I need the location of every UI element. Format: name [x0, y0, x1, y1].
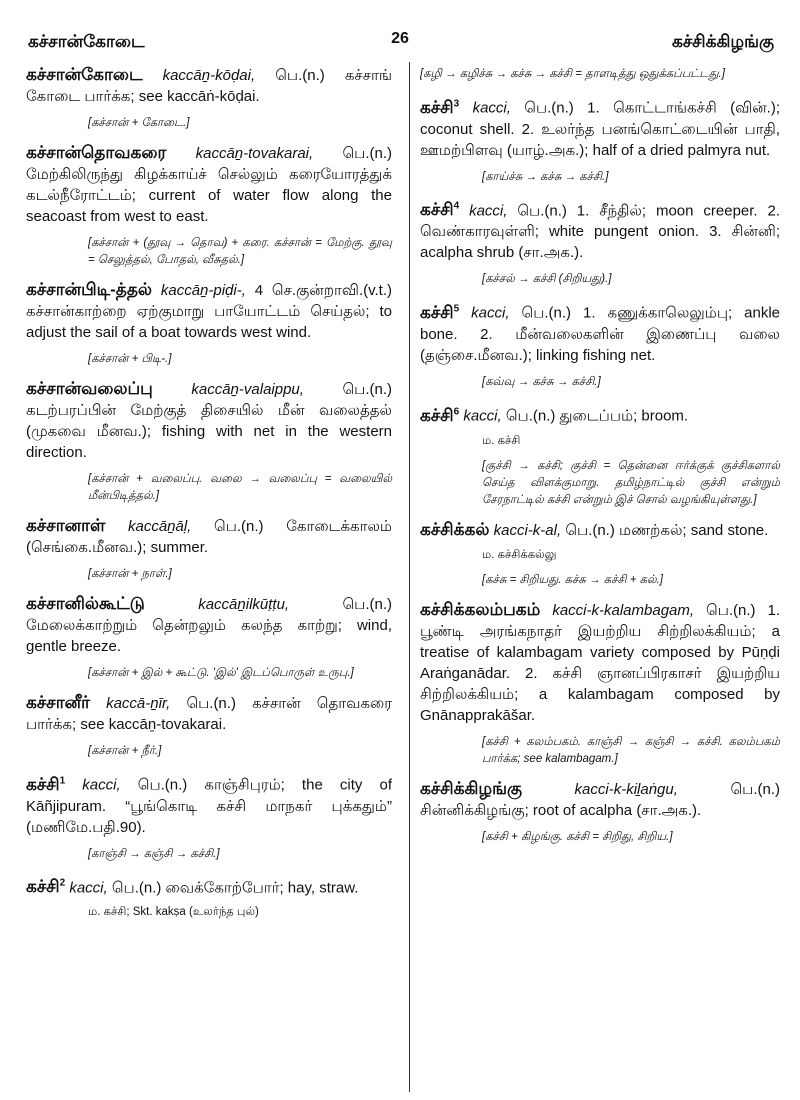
etymology-note: [கழி → கழிச்சு → கச்சு → கச்சி = தாளடித்து ஒதுக்கப்பட்டது.] [420, 68, 725, 80]
dictionary-entry [26, 593, 392, 657]
etymology-note: [கச்சான் + பிடி-.] [88, 353, 172, 365]
cognates: ம. கச்சி [482, 434, 521, 447]
definition: பெ.(n.) மேலைக்காற்றும் தென்றலும் கலந்த காற்று; wind, gentle breeze. [26, 596, 393, 655]
etymology-note: [கச்சல் → கச்சி (சிறியது).] [482, 273, 612, 286]
etymology-note: [குச்சி → கச்சி; குச்சி = தென்னை ஈர்க்குக் குச்சிகளால் செய்த விளக்குமாறு. தமிழ்நாட்டில் குச்சி என்றும் சேரநாட்டில் கச்சி என்றும் இச் சொல் வழங்கியுள்ளது.] [482, 459, 780, 506]
headword: கச்சான்தொவகரை [26, 143, 167, 162]
etymology-note: [கச்சான் + (தூவு → தொவ) + கரை. கச்சான் = மேற்கு. தூவு = செலுத்தல், போதல், வீசுதல்.] [88, 237, 392, 266]
right-column [420, 64, 780, 856]
dictionary-entry [420, 196, 780, 264]
transliteration: kacci, [472, 99, 511, 117]
homonym-number: 3 [453, 98, 460, 109]
definition: பெ.(n.) மணற்கல்; sand stone. [565, 521, 769, 539]
etymology-note: [கச்சான் + இல் + கூட்டு. 'இல்' இடப்பொருள் உருபு.] [88, 667, 354, 679]
definition: பெ.(n.) 1. பூண்டி அரங்கநாதர் இயற்றிய சிற்றிலக்கியம்; a treatise of kalambagam variety composed by Pūṇḍi Araṅganādar. 2. கச்சி ஞானப்பிரகாசர் இயற்றிய சிற்றிலக்கியம்; a kalambagam composed by Gnānapprakāšar. [420, 601, 780, 724]
left-column [26, 64, 392, 929]
transliteration: kaccāṉilkūṭṭu, [198, 596, 290, 613]
dictionary-entry [420, 93, 780, 161]
definition: பெ.(n.) மேற்கிலிருந்து கிழக்காய்ச் செல்லும் கரையோரத்துக் கடல்நீரோட்டம்; current of water flow along the seacoast from west to east. [26, 145, 393, 225]
homonym-number: 2 [59, 877, 66, 889]
definition: பெ.(n.) கோடைக்காலம் (செங்கை.மீனவ.); summer. [26, 518, 392, 556]
etymology-note: [கச்சு = சிறியது. கச்சு → கச்சி + கல்.] [482, 573, 663, 586]
headword: கச்சான்பிடி-த்தல் [26, 280, 153, 299]
transliteration: kaccāṉ-kōḍai, [162, 67, 256, 84]
dictionary-entry [420, 519, 780, 541]
definition: பெ.(n.) கச்சான் தொவகரை பார்க்க; see kaccāṉ-tovakarai. [26, 695, 392, 733]
transliteration: kacci, [69, 879, 108, 897]
transliteration: kaccāṉ-valaippu, [191, 381, 304, 398]
headword: கச்சான்கோடை [26, 65, 143, 84]
dictionary-entry [26, 378, 392, 463]
dictionary-entry [26, 770, 392, 838]
dictionary-entry [420, 778, 780, 821]
definition: பெ.(n.) சின்னிக்கிழங்கு; root of acalpha (சா.அக.). [420, 780, 780, 819]
etymology-note: [கச்சான் + நீர்.] [88, 745, 162, 757]
etymology-note: [கச்சான் + நாள்.] [88, 568, 172, 580]
cognates: ம. கச்சிக்கல்லு [482, 548, 557, 561]
headword: கச்சி$^3$ [420, 97, 460, 117]
transliteration: kaccāṉ-piḍi-, [160, 282, 246, 299]
homonym-number: 4 [453, 200, 460, 212]
dictionary-entry [26, 279, 392, 343]
transliteration: kaccāṉāḷ, [127, 518, 192, 535]
transliteration: kacci-k-al, [493, 521, 562, 539]
etymology-note: [கச்சான் + கோடை.] [88, 117, 190, 129]
etymology-note: [காய்ச்சு → கச்சு → கச்சி.] [482, 170, 609, 183]
transliteration: kaccā-ṉīr, [106, 695, 171, 712]
transliteration: kacci, [471, 304, 510, 322]
dictionary-entry [420, 401, 780, 427]
definition: பெ.(n.) 1. கணுக்காலெலும்பு; ankle bone. 2. மீன்வலைகளின் இணைப்பு வலை (தஞ்சை.மீனவ.); linking fishing net. [420, 304, 781, 364]
definition: பெ.(n.) 1. கொட்டாங்கச்சி (வின்.); coconut shell. 2. உலர்ந்த பனங்கொட்டையின் பாதி, ஊமற்பிளவு (யாழ்.அக.); half of a dried palmyra nut. [420, 99, 781, 159]
definition: 4 செ.குன்றாவி.(v.t.) கச்சான்காற்றை ஏற்குமாறு பாயோட்டம் செய்தல்; to adjust the sail of a boat towards west wind. [26, 282, 392, 341]
headword: கச்சிக்கல் [420, 519, 490, 539]
running-head-left: கச்சான்கோடை [28, 32, 145, 51]
cognates: ம. கச்சி; Skt. kakṣa (உலர்ந்த புல்) [88, 906, 259, 919]
headword: கச்சானீர் [26, 693, 90, 712]
definition: பெ.(n.) கச்சாங் கோடை பார்க்க; see kaccāṅ-kōḍai. [26, 67, 392, 105]
running-head-right: கச்சிக்கிழங்கு [672, 32, 774, 51]
headword: கச்சி$^4$ [420, 200, 460, 220]
definition: பெ.(n.) கடற்பரப்பின் மேற்குத் திசையில் மீன் வலைத்தல் (முகவை மீனவ.); fishing with net in the western direction. [26, 381, 392, 461]
homonym-number: 5 [453, 303, 460, 315]
dictionary-entry [26, 64, 392, 107]
column-divider [409, 62, 410, 1092]
homonym-number: 1 [59, 775, 66, 786]
dictionary-entry [26, 142, 392, 227]
homonym-number: 6 [453, 405, 460, 417]
etymology-note: [கச்சி + கலம்பகம். காஞ்சி → கஞ்சி → கச்சி. கலம்பகம் பார்க்க; see kalambagam.] [482, 735, 780, 765]
dictionary-entry [26, 692, 392, 735]
headword: கச்சிக்கிழங்கு [420, 778, 522, 798]
page-header [0, 18, 800, 52]
transliteration: kaccāṉ-tovakarai, [195, 145, 314, 162]
definition: பெ.(n.) வைக்கோற்போர்; hay, straw. [111, 879, 359, 897]
definition: பெ.(n.) துடைப்பம்; broom. [505, 407, 689, 425]
headword: கச்சி$^5$ [420, 302, 460, 322]
transliteration: kacci-k-kalambagam, [552, 601, 695, 619]
etymology-note: [கவ்வு → கச்சு → கச்சி.] [482, 375, 601, 388]
dictionary-entry [420, 599, 780, 726]
headword: கச்சி$^1$ [26, 774, 66, 794]
etymology-note: [கச்சான் + வலைப்பு. வலை → வலைப்பு = வலையில் மீன்பிடித்தல்.] [88, 473, 392, 502]
transliteration: kacci-k-kiḻaṅgu, [574, 780, 678, 798]
headword: கச்சானாள் [26, 516, 106, 535]
transliteration: kacci, [469, 202, 508, 220]
etymology-note: [காஞ்சி → கஞ்சி → கச்சி.] [88, 847, 220, 860]
headword: கச்சான்வலைப்பு [26, 379, 153, 398]
headword: கச்சி$^6$ [420, 405, 460, 425]
transliteration: kacci, [463, 407, 502, 425]
dictionary-entry [420, 298, 780, 366]
dictionary-entry [26, 515, 392, 558]
definition: பெ.(n.) 1. சீந்தில்; moon creeper. 2. வெண்காரவுள்ளி; white pungent onion. 3. சின்னி; acalpha shrub (சா.அக.). [420, 202, 781, 262]
headword: கச்சிக்கலம்பகம் [420, 599, 541, 619]
headword: கச்சானில்கூட்டு [26, 594, 145, 613]
headword: கச்சி$^2$ [26, 877, 66, 897]
etymology-note: [கச்சி + கிழங்கு. கச்சி = சிறிது, சிறிய.] [482, 830, 673, 843]
page-number: 26 [391, 30, 409, 47]
definition: பெ.(n.) காஞ்சிபுரம்; the city of Kāñjipuram. “பூங்கொடி கச்சி மாநகர் புக்கதும்” (மணிமே.பதி.90). [26, 776, 393, 836]
transliteration: kacci, [82, 776, 121, 794]
dictionary-entry [26, 873, 392, 899]
